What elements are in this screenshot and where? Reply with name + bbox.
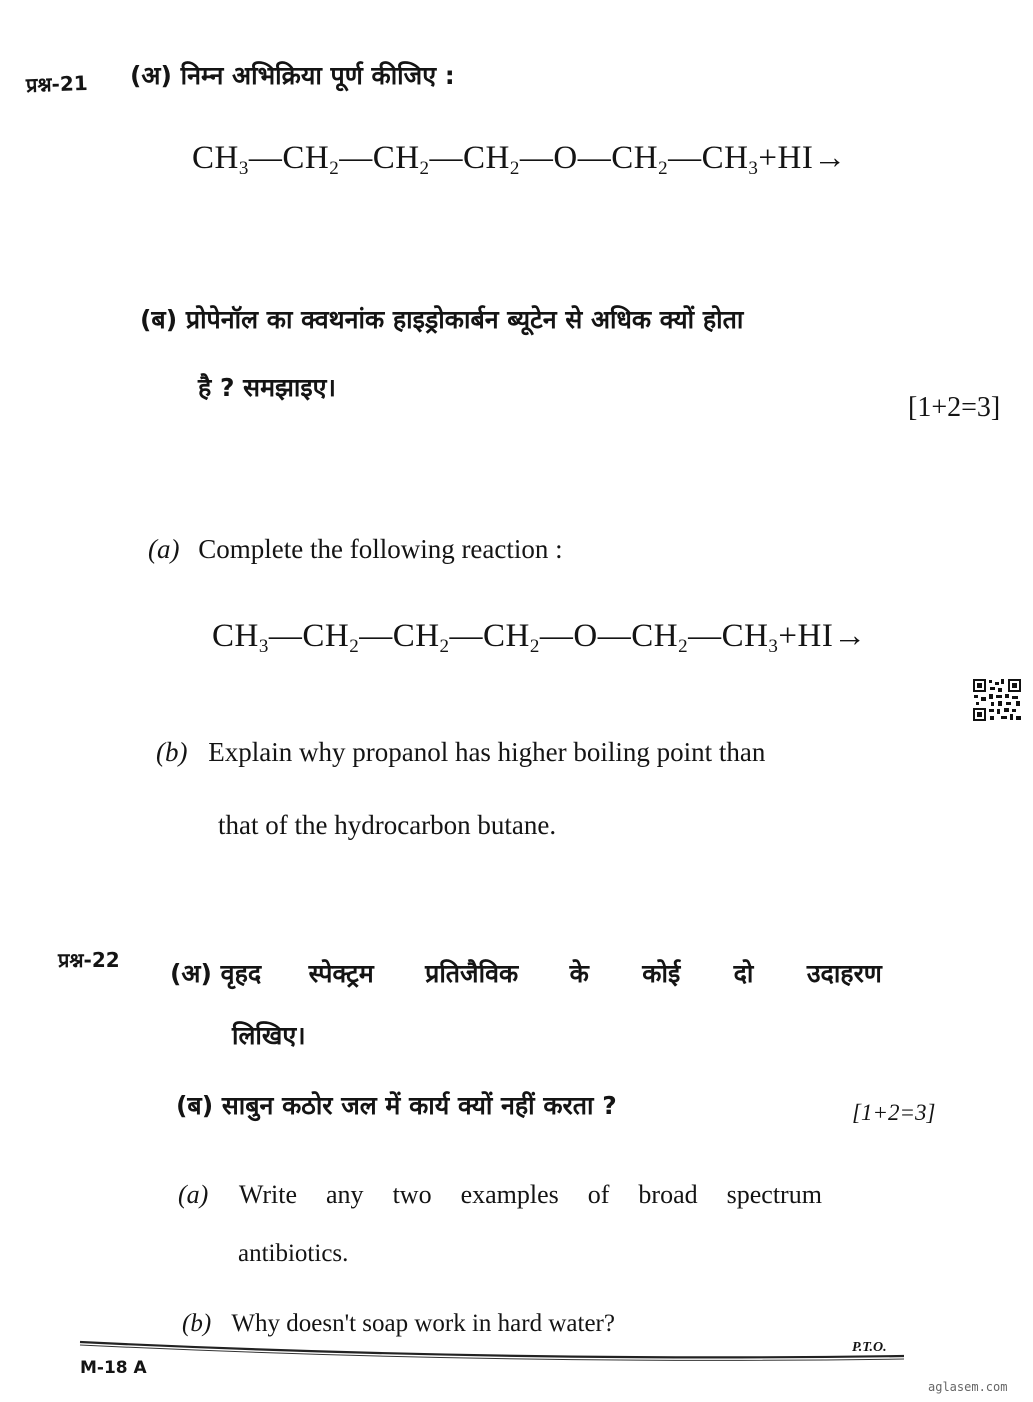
q22-hindi-a-word: कोई: [642, 959, 681, 988]
reaction-term: —CH: [449, 618, 530, 654]
reaction-subscript: 2: [529, 636, 540, 657]
q22-en-a-word: any: [326, 1180, 364, 1209]
reaction-subscript: 3: [768, 636, 779, 657]
q21-en-b-label: (b): [156, 737, 188, 767]
q22-en-a-line2: antibiotics.: [238, 1240, 349, 1267]
reaction-term: +HI→: [778, 618, 867, 654]
q22-hindi-a-line2: लिखिए।: [232, 1021, 306, 1050]
reaction-term: —CH: [668, 140, 749, 176]
qr-code-icon: [972, 678, 1022, 722]
reaction-subscript: 2: [349, 636, 360, 657]
watermark-text: aglasem.com: [928, 1380, 1008, 1394]
reaction-subscript: 2: [658, 158, 669, 179]
reaction-subscript: 2: [439, 636, 450, 657]
question-22-number: प्रश्न-22: [58, 948, 120, 972]
q21-hindi-part-b: [140, 302, 743, 336]
reaction-term: —CH: [268, 618, 350, 654]
q21-reaction-hindi: [192, 140, 847, 180]
q21-hindi-a-text: निम्न अभिक्रिया पूर्ण कीजिए :: [180, 61, 455, 90]
footer-paper-code: M-18 A: [80, 1358, 147, 1378]
q21-hindi-b-label: (ब): [140, 305, 178, 334]
reaction-term: —CH: [429, 140, 510, 176]
q22-en-a-word: of: [587, 1180, 610, 1209]
q21-en-b-line1: Explain why propanol has higher boiling point than: [208, 737, 766, 767]
q22-hindi-a-word: उदाहरण: [806, 959, 882, 988]
reaction-subscript: 2: [419, 158, 430, 179]
q21-en-a-text: Complete the following reaction :: [198, 534, 563, 564]
reaction-subscript: 2: [329, 158, 340, 179]
q22-marks: [1+2=3]: [852, 1100, 936, 1125]
q21-hindi-part-a: [130, 58, 455, 92]
reaction-term: —CH: [339, 140, 420, 176]
q22-en-a-word: spectrum: [726, 1180, 822, 1209]
q21-reaction-english: [212, 618, 867, 658]
q22-english-part-b: [182, 1310, 615, 1338]
reaction-term: —O—CH: [519, 140, 659, 176]
footer-pto: P.T.O.: [852, 1340, 887, 1355]
q21-hindi-b-line1: प्रोपेनॉल का क्वथनांक हाइड्रोकार्बन ब्यूटेन से अधिक क्यों होता: [185, 305, 744, 334]
q22-en-b-label: (b): [182, 1310, 212, 1337]
q21-english-part-a: [148, 534, 563, 565]
q22-english-part-a: [178, 1180, 822, 1210]
reaction-subscript: 2: [678, 636, 689, 657]
q22-en-a-word: Write: [238, 1180, 298, 1209]
q22-hindi-b-label: (ब): [176, 1091, 214, 1120]
reaction-term: CH: [192, 140, 239, 176]
reaction-term: —CH: [688, 618, 769, 654]
q22-hindi-a-word: दो: [733, 959, 754, 988]
question-21-number: प्रश्न-21: [25, 70, 89, 98]
q22-hindi-a-label: (अ): [170, 959, 212, 988]
q22-en-a-word: broad: [638, 1180, 698, 1209]
reaction-subscript: 3: [748, 158, 759, 179]
reaction-subscript: 3: [238, 158, 249, 179]
q22-hindi-a-word: वृहद: [220, 959, 262, 988]
footer-divider: [78, 1336, 908, 1370]
q21-hindi-a-label: (अ): [130, 61, 172, 90]
q21-hindi-b-line2: है ? समझाइए।: [198, 373, 336, 402]
q22-hindi-a-word: के: [569, 959, 589, 988]
q22-hindi-part-b: [176, 1088, 617, 1122]
q21-en-a-label: (a): [148, 534, 180, 564]
q22-hindi-a-word: स्पेक्ट्रम: [308, 959, 374, 988]
q22-hindi-b-text: साबुन कठोर जल में कार्य क्यों नहीं करता ?: [221, 1091, 617, 1120]
reaction-term: +HI→: [758, 140, 847, 176]
q21-marks: [1+2=3]: [908, 392, 1001, 423]
reaction-term: CH: [212, 618, 259, 654]
reaction-subscript: 2: [509, 158, 520, 179]
reaction-term: —CH: [248, 140, 330, 176]
q22-en-a-label: (a): [178, 1180, 209, 1209]
q21-en-b-line2: that of the hydrocarbon butane.: [218, 810, 557, 840]
q22-en-b-text: Why doesn't soap work in hard water?: [231, 1310, 615, 1337]
reaction-term: —O—CH: [539, 618, 679, 654]
q22-hindi-a-word: प्रतिजैविक: [425, 959, 519, 988]
q22-en-a-word: two: [392, 1180, 432, 1209]
q21-english-part-b: [156, 737, 765, 768]
reaction-term: —CH: [359, 618, 440, 654]
reaction-subscript: 3: [258, 636, 269, 657]
q22-en-a-word: examples: [460, 1180, 559, 1209]
q22-hindi-part-a: [170, 956, 882, 990]
